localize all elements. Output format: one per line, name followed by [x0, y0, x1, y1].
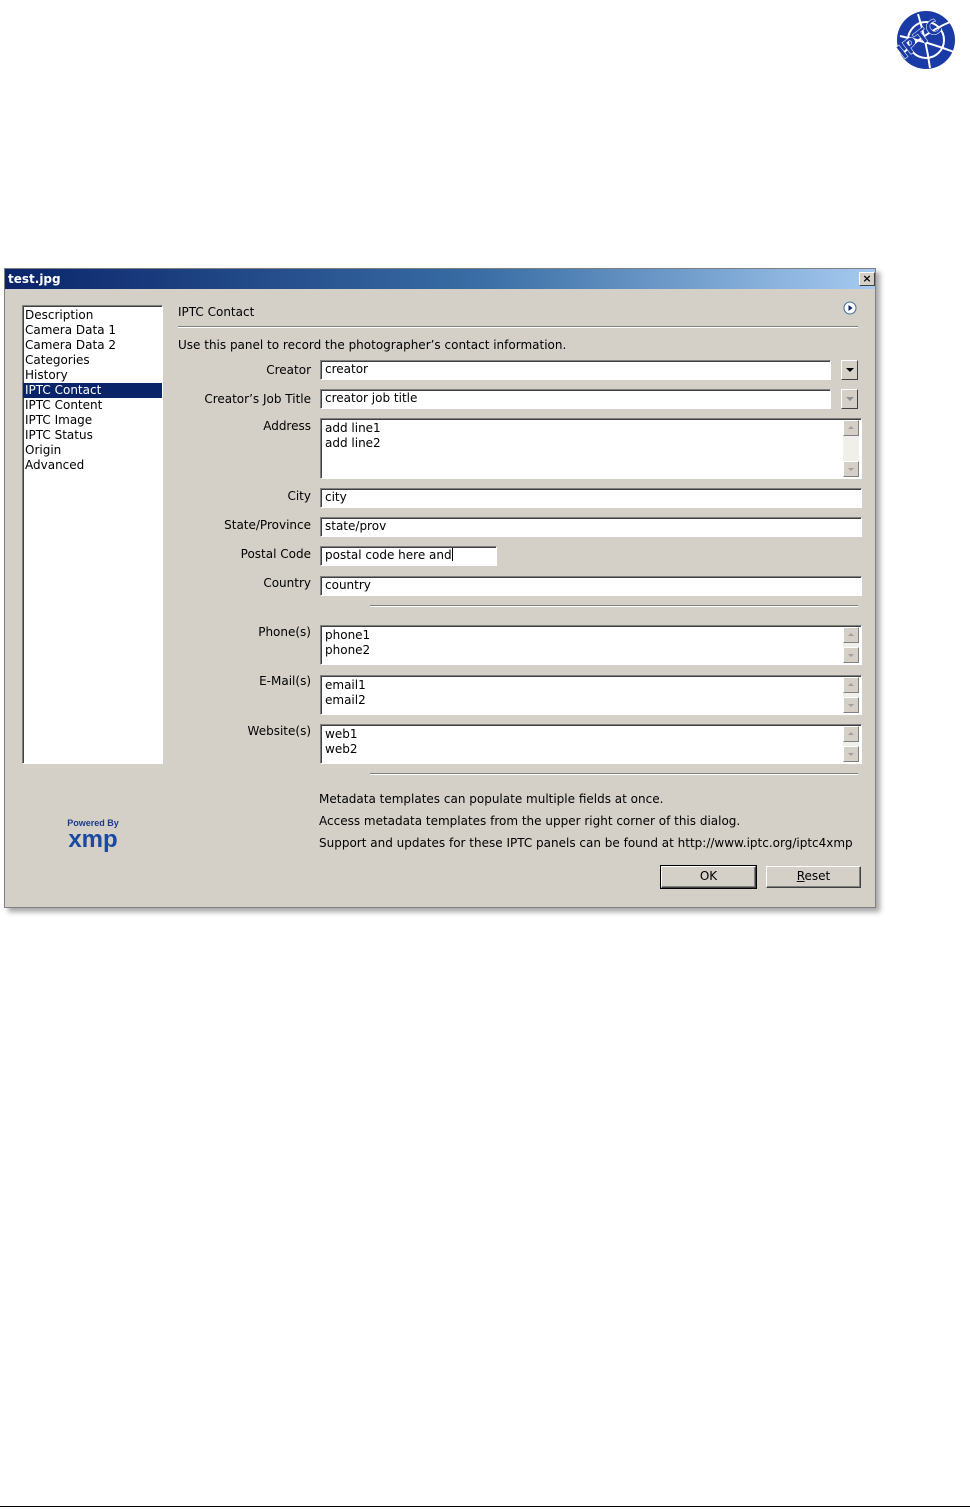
scroll-up-button[interactable]	[843, 677, 859, 693]
close-icon: ×	[862, 272, 872, 285]
city-label: City	[287, 489, 311, 503]
category-item-iptc-status[interactable]: IPTC Status	[25, 428, 93, 442]
info-line: Access metadata templates from the upper right corner of this dialog.	[319, 814, 741, 828]
category-item-iptc-content[interactable]: IPTC Content	[25, 398, 103, 412]
creator-label: Creator	[266, 363, 311, 377]
dialog-title: test.jpg	[8, 272, 61, 286]
address-field[interactable]: add line1 add line2	[320, 418, 862, 479]
city-field[interactable]: city	[320, 488, 862, 508]
category-item-history[interactable]: History	[25, 368, 68, 382]
metadata-dialog	[4, 268, 876, 908]
phones-scrollbar[interactable]	[843, 627, 859, 663]
chevron-down-icon	[846, 368, 854, 372]
page-footer-rule	[0, 1506, 970, 1507]
scroll-down-button[interactable]	[843, 647, 859, 663]
address-scrollbar[interactable]	[843, 420, 859, 477]
reset-label: eset	[804, 869, 831, 883]
chevron-down-icon	[848, 654, 854, 657]
chevron-up-icon	[848, 633, 854, 636]
text-caret	[452, 548, 453, 561]
creator-dropdown-button[interactable]	[841, 360, 858, 380]
emails-field[interactable]: email1 email2	[320, 675, 862, 715]
chevron-down-icon	[848, 753, 854, 756]
scroll-up-button[interactable]	[843, 420, 859, 436]
scroll-down-button[interactable]	[843, 461, 859, 477]
job-title-dropdown-button[interactable]	[841, 389, 858, 409]
reset-button[interactable]	[766, 866, 861, 888]
phones-field[interactable]: phone1 phone2	[320, 625, 862, 665]
postal-code-value: postal code here and	[325, 548, 452, 562]
chevron-down-icon	[846, 397, 854, 401]
xmp-logo	[55, 817, 131, 855]
job-title-label: Creator’s Job Title	[204, 392, 311, 406]
emails-scrollbar[interactable]	[843, 677, 859, 713]
info-line: Metadata templates can populate multiple fields at once.	[319, 792, 664, 806]
iptc-logo-text: IPTC	[891, 14, 947, 64]
address-label: Address	[263, 419, 311, 433]
category-item-camera-data-1[interactable]: Camera Data 1	[25, 323, 117, 337]
panel-description: Use this panel to record the photographer’s contact information.	[178, 338, 567, 352]
category-item-description[interactable]: Description	[25, 308, 94, 322]
section-divider	[370, 773, 858, 775]
reset-accelerator: R	[796, 869, 805, 883]
ok-button[interactable]: OK	[661, 866, 756, 888]
chevron-down-icon	[848, 704, 854, 707]
close-button[interactable]	[859, 272, 875, 286]
scroll-down-button[interactable]	[843, 746, 859, 762]
postal-code-label: Postal Code	[240, 547, 311, 561]
state-field[interactable]: state/prov	[320, 517, 862, 537]
section-divider	[370, 605, 858, 607]
xmp-text: xmp	[68, 826, 118, 853]
chevron-down-icon	[848, 468, 854, 471]
scroll-up-button[interactable]	[843, 726, 859, 742]
country-field[interactable]: country	[320, 576, 862, 596]
creator-field[interactable]: creator	[320, 360, 831, 380]
panel-title: IPTC Contact	[178, 305, 255, 319]
panel-menu-icon[interactable]	[843, 301, 857, 315]
powered-by-text: Powered By	[67, 818, 119, 828]
info-line: Support and updates for these IPTC panels can be found at http://www.iptc.org/iptc4xmp	[319, 836, 853, 850]
category-item-origin[interactable]: Origin	[25, 443, 62, 457]
title-bar[interactable]	[5, 269, 875, 289]
chevron-up-icon	[848, 426, 854, 429]
category-item-advanced[interactable]: Advanced	[25, 458, 85, 472]
state-label: State/Province	[224, 518, 311, 532]
postal-code-field[interactable]	[320, 546, 497, 566]
scroll-up-button[interactable]	[843, 627, 859, 643]
chevron-up-icon	[848, 732, 854, 735]
country-label: Country	[263, 576, 311, 590]
category-item-camera-data-2[interactable]: Camera Data 2	[25, 338, 117, 352]
scroll-down-button[interactable]	[843, 697, 859, 713]
emails-label: E-Mail(s)	[259, 674, 311, 688]
panel-title-divider	[178, 326, 858, 328]
category-item-iptc-image[interactable]: IPTC Image	[25, 413, 93, 427]
category-list[interactable]	[22, 305, 163, 764]
category-item-categories[interactable]: Categories	[25, 353, 90, 367]
job-title-field[interactable]: creator job title	[320, 389, 831, 409]
category-item-iptc-contact[interactable]: IPTC Contact	[23, 383, 162, 398]
iptc-logo	[888, 2, 964, 72]
websites-field[interactable]: web1 web2	[320, 724, 862, 764]
websites-scrollbar[interactable]	[843, 726, 859, 762]
websites-label: Website(s)	[247, 724, 311, 738]
phones-label: Phone(s)	[258, 625, 311, 639]
chevron-up-icon	[848, 683, 854, 686]
